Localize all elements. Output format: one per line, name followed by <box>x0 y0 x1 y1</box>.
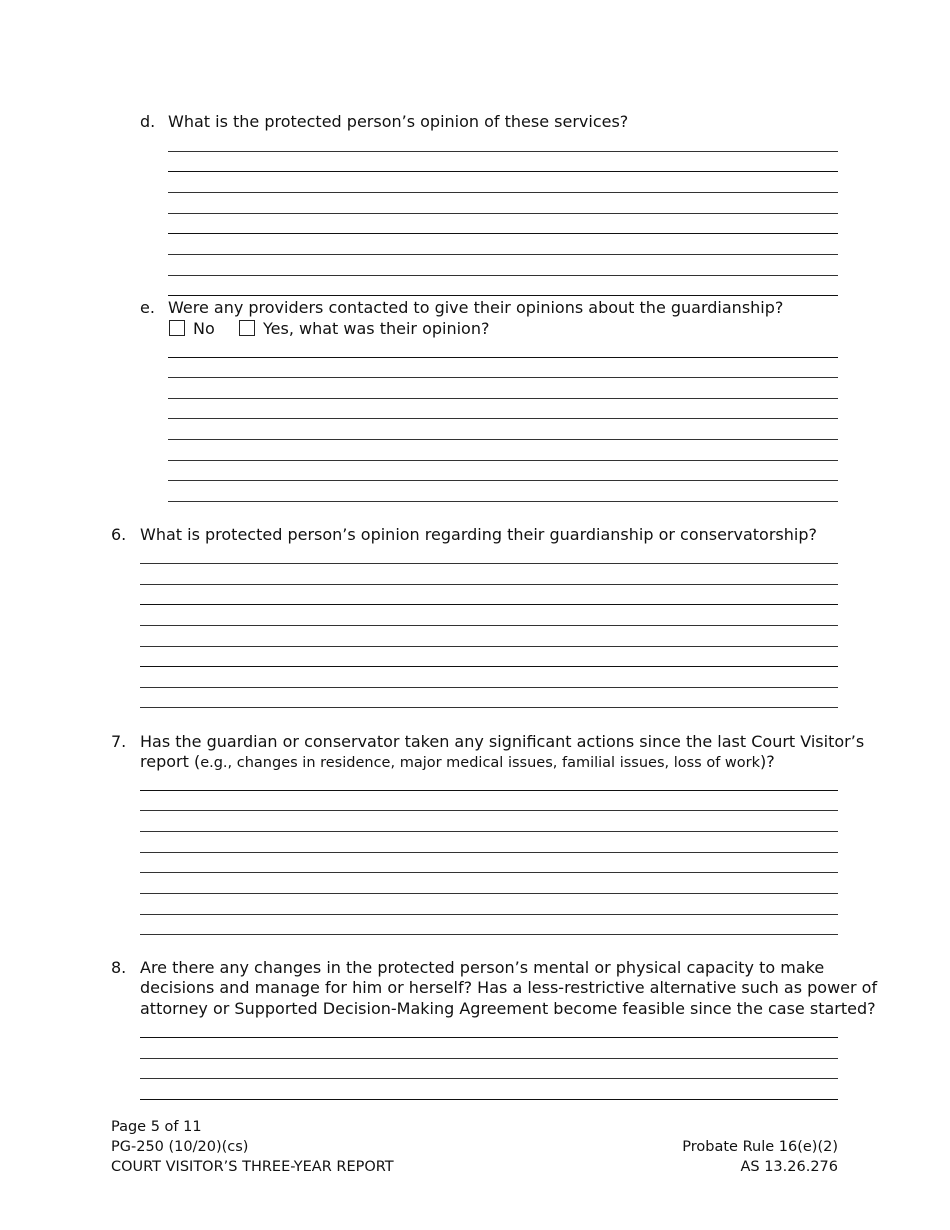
yes-label: Yes, what was their opinion? <box>263 319 490 338</box>
q7-line2-end: )? <box>760 752 775 771</box>
answer-line <box>140 563 838 564</box>
footer-right <box>682 1137 838 1177</box>
answer-line <box>140 666 838 667</box>
answer-line <box>140 707 838 708</box>
item-e-question: Were any providers contacted to give their opinions about the guardianship? <box>168 298 784 317</box>
answer-line <box>168 357 838 358</box>
answer-line <box>168 171 838 172</box>
footer-left <box>111 1117 394 1177</box>
answer-line <box>140 934 838 935</box>
no-checkbox[interactable] <box>169 320 185 336</box>
answer-line <box>140 625 838 626</box>
answer-line <box>168 439 838 440</box>
yes-checkbox[interactable] <box>239 320 255 336</box>
answer-line <box>168 275 838 276</box>
item-d-marker: d. <box>140 112 156 131</box>
answer-line <box>140 604 838 605</box>
answer-line <box>140 914 838 915</box>
answer-line <box>168 501 838 502</box>
answer-line <box>168 254 838 255</box>
answer-line <box>140 687 838 688</box>
form-number: PG-250 (10/20)(cs) <box>111 1139 249 1155</box>
answer-line <box>168 398 838 399</box>
answer-line <box>140 1058 838 1059</box>
answer-line <box>168 377 838 378</box>
answer-line <box>140 646 838 647</box>
q6-marker: 6. <box>111 525 127 544</box>
statute: AS 13.26.276 <box>740 1159 838 1175</box>
answer-line <box>168 233 838 234</box>
item-d-question: What is the protected person’s opinion of these services? <box>168 112 629 131</box>
q7-question-line2 <box>140 752 775 773</box>
no-label: No <box>193 319 215 338</box>
answer-line <box>168 480 838 481</box>
form-title: COURT VISITOR’S THREE-YEAR REPORT <box>111 1159 394 1175</box>
answer-line <box>140 584 838 585</box>
answer-line <box>140 831 838 832</box>
answer-line <box>140 790 838 791</box>
answer-line <box>140 893 838 894</box>
q7-examples: e.g., changes in residence, major medical issues, familial issues, loss of work <box>200 755 761 771</box>
q8-question-line3: attorney or Supported Decision-Making Agreement become feasible since the case started? <box>140 999 876 1018</box>
q6-question: What is protected person’s opinion regarding their guardianship or conservatorship? <box>140 525 817 544</box>
q8-marker: 8. <box>111 958 127 977</box>
answer-line <box>140 1037 838 1038</box>
page-number: Page 5 of 11 <box>111 1119 202 1135</box>
answer-line <box>168 418 838 419</box>
probate-rule: Probate Rule 16(e)(2) <box>682 1139 838 1155</box>
q7-line2-start: report ( <box>140 752 201 771</box>
answer-line <box>168 213 838 214</box>
answer-line <box>168 295 838 296</box>
item-e-marker: e. <box>140 298 155 317</box>
q7-question-line1: Has the guardian or conservator taken any significant actions since the last Court Visitor’s <box>140 732 865 751</box>
answer-line <box>168 192 838 193</box>
answer-line <box>140 810 838 811</box>
answer-line <box>140 1078 838 1079</box>
answer-line <box>140 852 838 853</box>
q8-question-line1: Are there any changes in the protected person’s mental or physical capacity to make <box>140 958 825 977</box>
answer-line <box>140 1099 838 1100</box>
q7-marker: 7. <box>111 732 127 751</box>
q8-question-line2: decisions and manage for him or herself? Has a less-restrictive alternative such as power of <box>140 978 878 997</box>
answer-line <box>140 872 838 873</box>
answer-line <box>168 460 838 461</box>
answer-line <box>168 151 838 152</box>
